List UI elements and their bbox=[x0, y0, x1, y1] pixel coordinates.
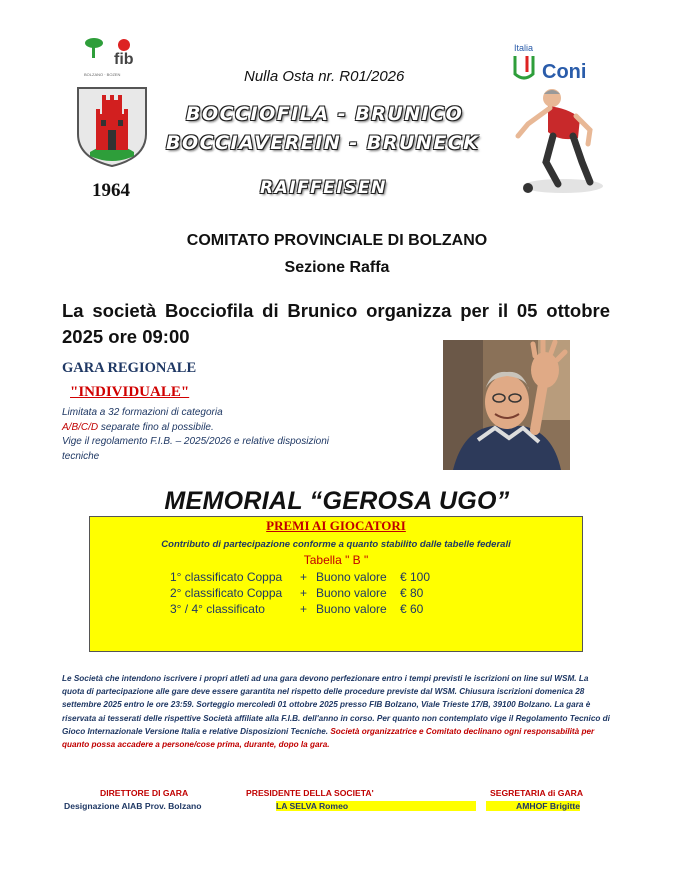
coni-logo bbox=[512, 42, 602, 86]
prize-amount: € 60 bbox=[400, 602, 424, 616]
competition-limits bbox=[62, 406, 332, 464]
registration-rules bbox=[62, 672, 612, 751]
competition-format: "INDIVIDUALE" bbox=[70, 384, 190, 400]
director-title: DIRETTORE DI GARA bbox=[100, 788, 189, 798]
svg-text:Italia: Italia bbox=[514, 43, 534, 53]
prize-plus: + bbox=[300, 570, 308, 584]
participation-fee-note: Contributo di partecipazione conforme a quanto stabilito dalle tabelle federali bbox=[161, 539, 511, 550]
president-value: LA SELVA Romeo bbox=[276, 801, 476, 811]
secretary-title: SEGRETARIA di GARA bbox=[490, 788, 584, 798]
brunico-crest bbox=[76, 86, 148, 168]
prize-place: 1° classificato Coppa bbox=[170, 570, 283, 584]
svg-text:Coni: Coni bbox=[542, 61, 587, 83]
svg-text:fib: fib bbox=[114, 51, 134, 68]
competition-type: GARA REGIONALE bbox=[62, 360, 197, 376]
secretary-value: AMHOF Brigitte bbox=[486, 801, 580, 811]
director-value: Designazione AIAB Prov. Bolzano bbox=[64, 801, 202, 811]
section-title: Sezione Raffa bbox=[284, 259, 390, 276]
prize-amount: € 100 bbox=[400, 570, 431, 584]
nulla-osta-number: Nulla Osta nr. R01/2026 bbox=[244, 68, 405, 85]
bocce-player-illustration bbox=[508, 86, 608, 198]
rules-text: Le Società che intendono iscrivere i propri atleti ad una gara devono perfezionare entro i tempi previsti le iscrizioni on line sul WSM. La quota di partecipazione alle gare deve essere garantita nel rispetto delle procedure previste dal WSM. Chiusura iscrizioni domenica 28 settembre 2025 entro le ore 23:59. Sorteggio mercoledì 01 ottobre 2025 presso FIB Bolzano, Viale Trieste 17/B, 39100 Bolzano. La gara è riservata ai tesserati delle rispettive Società affiliate alla F.I.B. dell'anno in corso. Per quanto non contemplato vige il Regolamento Tecnico di Gioco Internazionale Versione Italia e relative Disposizioni Tecniche. bbox=[62, 674, 610, 736]
limits-line-1: Limitata a 32 formazioni di categoria bbox=[62, 407, 223, 418]
prize-place: 2° classificato Coppa bbox=[170, 586, 283, 600]
limits-line-3: Vige il regolamento F.I.B. – 2025/2026 e relative disposizioni tecniche bbox=[62, 436, 330, 462]
club-name-german: BOCCIAVEREIN - BRUNECK bbox=[166, 132, 480, 154]
prizes-title: PREMI AI GIOCATORI bbox=[266, 518, 406, 533]
committee-title: COMITATO PROVINCIALE DI BOLZANO bbox=[186, 232, 488, 249]
founding-year: 1964 bbox=[92, 180, 130, 201]
fee-table: Tabella " B " bbox=[303, 553, 369, 567]
prize-description: Buono valore bbox=[316, 602, 387, 616]
club-name-italian: BOCCIOFILA - BRUNICO bbox=[186, 103, 464, 125]
prize-amount: € 80 bbox=[400, 586, 424, 600]
prize-place: 3° / 4° classificato bbox=[170, 602, 265, 616]
president-title: PRESIDENTE DELLA SOCIETA' bbox=[246, 788, 374, 798]
limits-line-2-rest: separate fino al possibile. bbox=[98, 421, 214, 433]
prize-plus: + bbox=[300, 602, 308, 616]
categories-text: A/B/C/D bbox=[62, 421, 99, 433]
memorial-photo bbox=[443, 340, 570, 470]
fib-logo bbox=[80, 36, 150, 80]
liability-disclaimer: Società organizzatrice e Comitato declinano ogni responsabilità per quanto possa accadere a persone/cose prima, durante, dopo la gara. bbox=[62, 726, 595, 750]
event-intro: La società Bocciofila di Brunico organizza per il 05 ottobre 2025 ore 09:00 bbox=[62, 300, 610, 347]
svg-text:BOLZANO · BOZEN: BOLZANO · BOZEN bbox=[84, 72, 121, 77]
prize-plus: + bbox=[300, 586, 308, 600]
limits-line-2 bbox=[62, 421, 332, 436]
prizes-box bbox=[89, 516, 583, 652]
prize-description: Buono valore bbox=[316, 586, 387, 600]
sponsor-name: RAIFFEISEN bbox=[260, 178, 387, 198]
memorial-title: MEMORIAL “GEROSA UGO” bbox=[164, 487, 510, 515]
prize-description: Buono valore bbox=[316, 570, 387, 584]
